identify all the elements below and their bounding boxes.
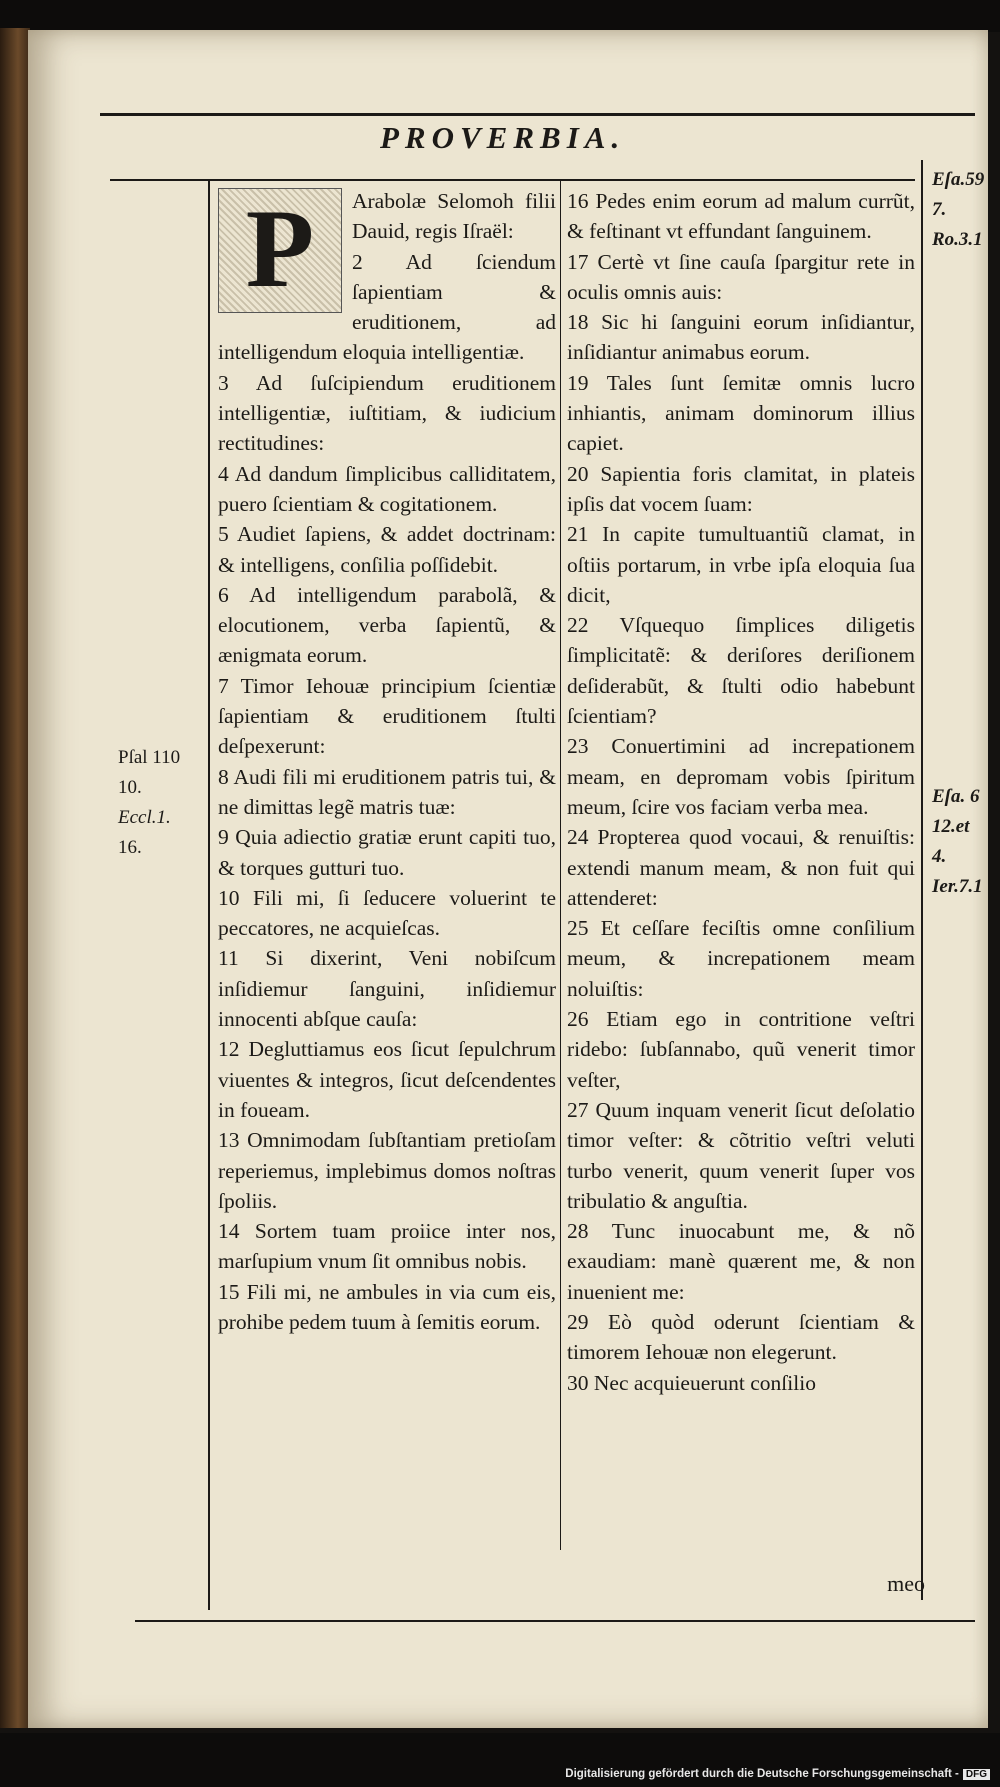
right-column-rule	[921, 160, 923, 1600]
verse: 10 Fili mi, ſi ſeducere voluerint te peccatores, ne acquieſcas.	[218, 885, 556, 941]
verse: 12 Degluttiamus eos ſicut ſepulchrum viuentes & integros, ſicut deſcendentes in foueam.	[218, 1037, 556, 1122]
digitization-credit	[565, 1768, 990, 1780]
verse: 26 Etiam ego in contritione veſtri ridebo: ſubſannabo, quũ venerit timor veſter,	[567, 1007, 915, 1092]
verse: 3 Ad ſuſcipiendum eruditionem intelligentiæ, iuſtitiam, & iudicium rectitudines:	[218, 370, 556, 456]
right-margin-notes-mid	[932, 782, 983, 902]
catchword: meo	[887, 1571, 925, 1596]
dfg-logo: DFG	[963, 1769, 990, 1780]
margin-note: Eccl.1.	[118, 807, 171, 828]
credit-text: Digitalisierung gefördert durch die Deutsche Forschungsgemeinschaft -	[565, 1768, 959, 1780]
verse: 17 Certè vt ſine cauſa ſpargitur rete in oculis omnis auis:	[567, 249, 915, 304]
verse: 13 Omnimodam ſubſtantiam pretioſam reperiemus, implebimus domos noſtras ſpoliis.	[218, 1128, 556, 1213]
verse: 19 Tales ſunt ſemitæ omnis lucro inhiantis, animam dominorum illius capiet.	[567, 370, 915, 456]
verse: 28 Tunc inuocabunt me, & nõ exaudiam: manè quærent me, & non inuenient me:	[567, 1219, 915, 1304]
margin-note: Ier.7.1	[932, 876, 983, 897]
verse: 11 Si dixerint, Veni nobiſcum inſidiemur ſanguini, inſidiemur innocenti abſque cauſa:	[218, 946, 556, 1032]
verse: 23 Conuertimini ad increpationem meam, en depromam vobis ſpiritum meum, ſcire vos faciam verba mea.	[567, 734, 915, 819]
margin-note: 10.	[118, 777, 142, 798]
margin-note: Eſa. 6	[932, 786, 980, 807]
verse: 16 Pedes enim eorum ad malum currũt, & feſtinant vt effundant ſanguinem.	[567, 189, 915, 244]
verse: 8 Audi fili mi eruditionem patris tui, & ne dimittas legẽ matris tuæ:	[218, 764, 556, 819]
top-scan-border	[0, 0, 1000, 32]
header-rule-thick	[100, 113, 975, 116]
margin-note: 12.et	[932, 816, 970, 837]
verse: 9 Quia adiectio gratiæ erunt capiti tuo, & torques gutturi tuo.	[218, 825, 556, 880]
drop-cap-initial: P	[218, 188, 342, 313]
verse: 24 Propterea quod vocaui, & renuiſtis: extendi manum meam, & non fuit qui attenderet:	[567, 825, 915, 910]
left-column-rule	[208, 180, 210, 1610]
right-text-column	[567, 186, 915, 1398]
header-rule	[110, 179, 915, 181]
center-column-rule	[560, 180, 561, 1550]
verse: 30 Nec acquieuerunt conſilio	[567, 1370, 816, 1395]
verse: 22 Vſquequo ſimplices diligetis ſimplicitatẽ: & deriſores deriſionem deſiderabũt, & ſtulti odio habebunt ſcientiam?	[567, 613, 915, 729]
verse: 29 Eò quòd oderunt ſcientiam & timorem Iehouæ non elegerunt.	[567, 1309, 915, 1365]
verse: 20 Sapientia foris clamitat, in plateis ipſis dat vocem ſuam:	[567, 461, 915, 516]
margin-note: Ro.3.1	[932, 229, 983, 250]
verse: 18 Sic hi ſanguini eorum inſidiantur, inſidiantur animabus eorum.	[567, 310, 915, 365]
right-margin-notes-top	[932, 165, 984, 255]
verse: 27 Quum inquam venerit ſicut deſolatio timor veſter: & cõtritio veſtri veluti turbo venerit, quum venerit ſuper vos tribulatio & anguſtia.	[567, 1097, 915, 1213]
verse: 7 Timor Iehouæ principium ſcientiæ ſapientiam & eruditionem ſtulti deſpexerunt:	[218, 673, 556, 759]
left-margin-notes	[118, 743, 180, 863]
verse: 25 Et ceſſare feciſtis omne conſilium meum, & increpationem meam noluiſtis:	[567, 916, 915, 1001]
left-text-column	[218, 186, 556, 1337]
opening-verse: Arabolæ Selomoh filii Dauid, regis Iſraël:	[352, 189, 556, 244]
verse: 5 Audiet ſapiens, & addet doctrinam: & intelligens, conſilia poſſidebit.	[218, 522, 556, 577]
verse: 21 In capite tumultuantiũ clamat, in oſtiis portarum, in vrbe ipſa eloquia ſua dicit,	[567, 522, 915, 607]
verse: 4 Ad dandum ſimplicibus calliditatem, puero ſcientiam & cogitationem.	[218, 461, 556, 516]
margin-note: 4.	[932, 846, 947, 867]
verse: 15 Fili mi, ne ambules in via cum eis, prohibe pedem tuum à ſemitis eorum.	[218, 1279, 556, 1334]
bottom-rule	[135, 1620, 975, 1622]
book-spine	[0, 28, 30, 1728]
margin-note: 16.	[118, 837, 142, 858]
running-head: PROVERBIA.	[380, 120, 626, 155]
verse: 14 Sortem tuam proiice inter nos, marſupium vnum ſit omnibus nobis.	[218, 1219, 556, 1274]
margin-note: Eſa.59	[932, 169, 985, 190]
margin-note: Pſal 110	[118, 747, 181, 768]
verse: 2 Ad ſciendum ſapientiam & eruditionem, ad intelligendum eloquia intelligentiæ.	[218, 249, 556, 365]
margin-note: 7.	[932, 199, 947, 220]
verse: 6 Ad intelligendum parabolã, & elocutionem, verba ſapientũ, & ænigmata eorum.	[218, 582, 556, 668]
